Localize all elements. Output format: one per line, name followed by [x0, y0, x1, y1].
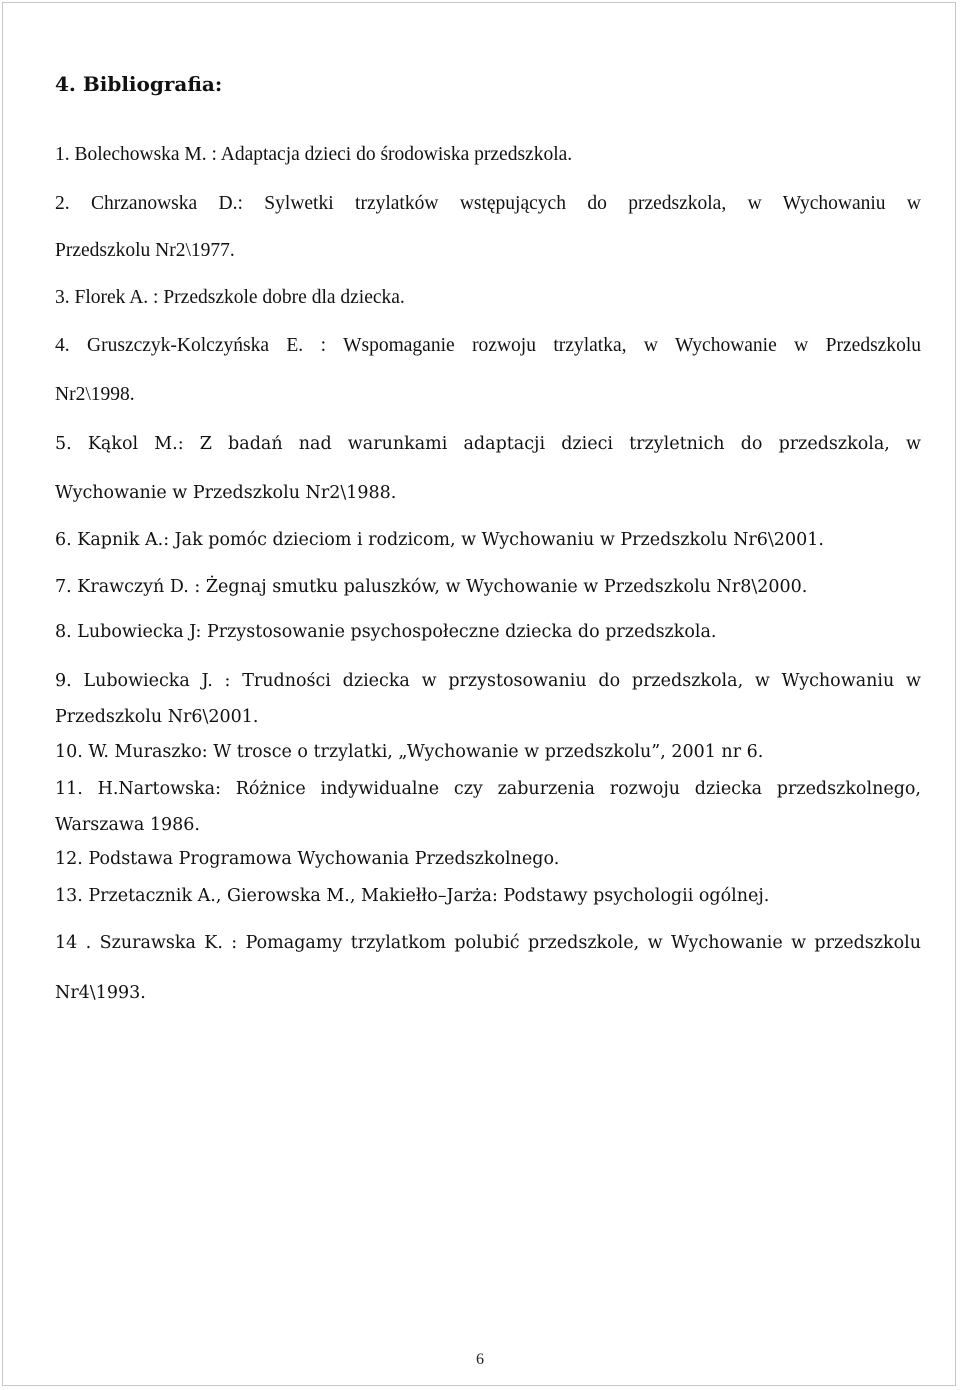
- bibliography-entry-8: 8. Lubowiecka J: Przystosowanie psychospołeczne dziecka do przedszkola.: [55, 622, 717, 642]
- bibliography-entry-5-line-2: Wychowanie w Przedszkolu Nr2\1988.: [55, 483, 397, 503]
- bibliography-entry-2-line-2: Przedszkolu Nr2\1977.: [55, 240, 235, 261]
- bibliography-entry-11-line-2: Warszawa 1986.: [55, 815, 200, 835]
- bibliography-entry-11-line-1: 11. H.Nartowska: Różnice indywidualne czy zaburzenia rozwoju dziecka przedszkolnego,: [55, 779, 921, 799]
- bibliography-entry-12: 12. Podstawa Programowa Wychowania Przedszkolnego.: [55, 849, 560, 869]
- bibliography-entry-7: 7. Krawczyń D. : Żegnaj smutku paluszków, w Wychowanie w Przedszkolu Nr8\2000.: [55, 577, 808, 597]
- bibliography-entry-13: 13. Przetacznik A., Gierowska M., Makiełło–Jarża: Podstawy psychologii ogólnej.: [55, 886, 770, 906]
- bibliography-entry-10: 10. W. Muraszko: W trosce o trzylatki, „Wychowanie w przedszkolu”, 2001 nr 6.: [55, 742, 764, 762]
- bibliography-entry-1: 1. Bolechowska M. : Adaptacja dzieci do środowiska przedszkola.: [55, 144, 573, 165]
- bibliography-entry-4-line-1: 4. Gruszczyk-Kolczyńska E. : Wspomaganie rozwoju trzylatka, w Wychowanie w Przedszkolu: [55, 335, 921, 356]
- page-number: 6: [476, 1351, 484, 1368]
- bibliography-entry-14-line-1: 14 . Szurawska K. : Pomagamy trzylatkom polubić przedszkole, w Wychowanie w przedszkolu: [55, 933, 921, 953]
- bibliography-entry-2-line-1: 2. Chrzanowska D.: Sylwetki trzylatków wstępujących do przedszkola, w Wychowaniu w: [55, 193, 921, 214]
- bibliography-entry-6: 6. Kapnik A.: Jak pomóc dzieciom i rodzicom, w Wychowaniu w Przedszkolu Nr6\2001.: [55, 530, 824, 550]
- bibliography-entry-9-line-2: Przedszkolu Nr6\2001.: [55, 707, 259, 727]
- bibliography-entry-4-line-2: Nr2\1998.: [55, 384, 135, 405]
- bibliography-entry-5-line-1: 5. Kąkol M.: Z badań nad warunkami adaptacji dzieci trzyletnich do przedszkola, w: [55, 434, 921, 454]
- bibliography-entry-9-line-1: 9. Lubowiecka J. : Trudności dziecka w przystosowaniu do przedszkola, w Wychowaniu w: [55, 671, 921, 691]
- bibliography-entry-3: 3. Florek A. : Przedszkole dobre dla dziecka.: [55, 287, 405, 308]
- section-heading: 4. Bibliografia:: [55, 72, 223, 96]
- bibliography-entry-14-line-2: Nr4\1993.: [55, 983, 146, 1003]
